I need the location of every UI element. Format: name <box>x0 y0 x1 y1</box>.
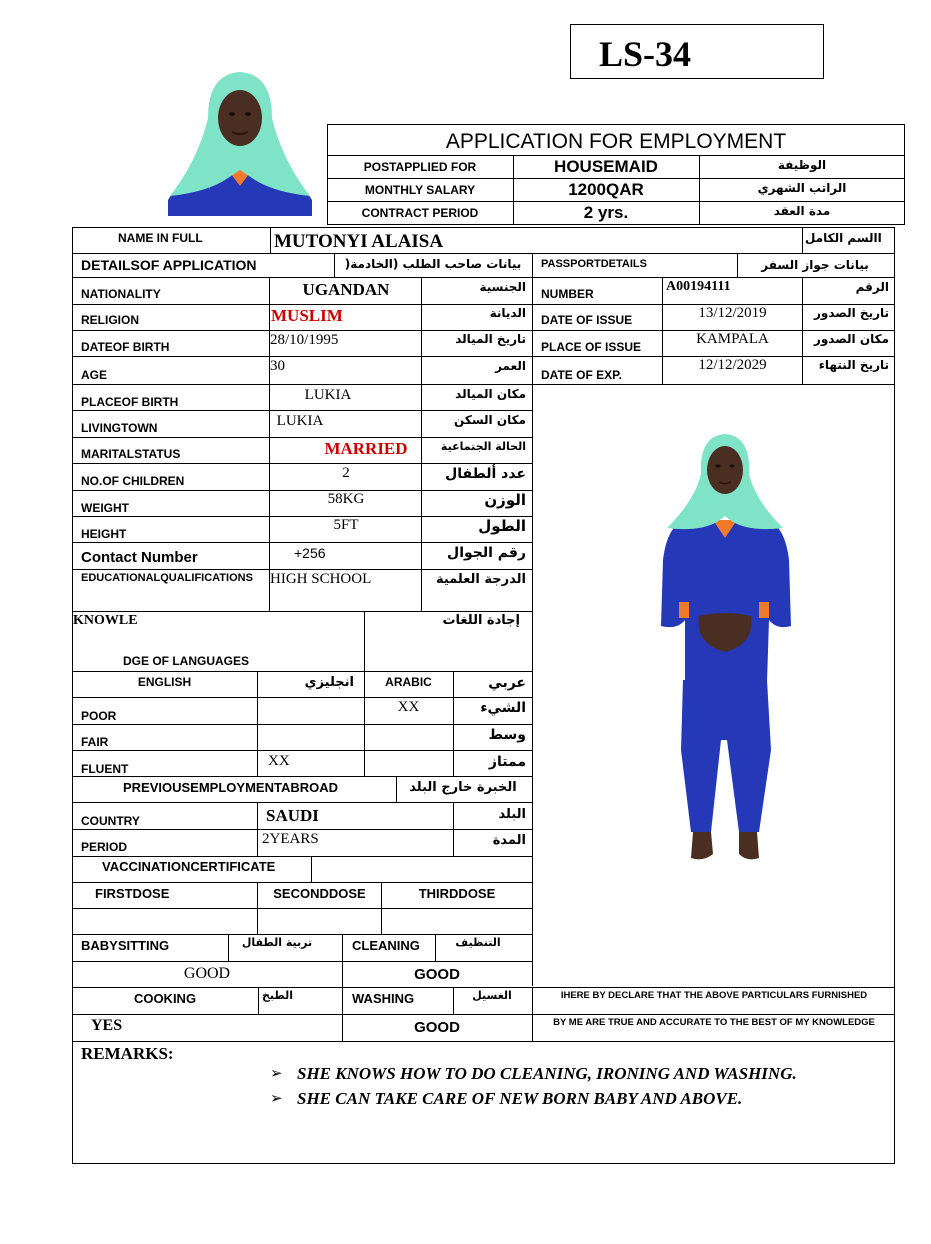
declaration-line-2: BY ME ARE TRUE AND ACCURATE TO THE BEST OF MY KNOWLEDGE <box>553 1017 875 1028</box>
remark-item-2: SHE CAN TAKE CARE OF NEW BORN BABY AND ABOVE. <box>297 1089 743 1108</box>
languages-label-part2: DGE OF LANGUAGES <box>123 654 250 668</box>
reference-code: LS-34 <box>599 34 692 74</box>
fluent-english: XX <box>268 753 290 769</box>
country-label: COUNTRY <box>81 814 140 828</box>
vaccination-label: VACCINATIONCERTIFICATE <box>102 859 276 874</box>
portrait-photo <box>168 70 312 216</box>
contract-label: CONTRACT PERIOD <box>361 206 479 220</box>
post-applied-value: HOUSEMAID <box>554 157 658 176</box>
marital-label: MARITALSTATUS <box>81 447 181 461</box>
birthplace-label: PLACEOF BIRTH <box>81 395 179 409</box>
declaration-line-1: IHERE BY DECLARE THAT THE ABOVE PARTICULARS FURNISHED <box>560 990 868 1001</box>
issue-date-label: DATE OF ISSUE <box>541 313 633 327</box>
children-arabic: عدد ألطفال <box>445 466 526 482</box>
birthplace-value: LUKIA <box>304 387 352 403</box>
weight-label: WEIGHT <box>81 501 129 515</box>
name-value: MUTONYI ALAISA <box>274 231 444 252</box>
fluent-label: FLUENT <box>81 762 129 776</box>
name-arabic: االسم الكامل <box>805 231 882 245</box>
issue-place-value: KAMPALA <box>696 331 769 347</box>
religion-arabic: الديانة <box>489 306 526 320</box>
age-arabic: العمر <box>495 359 526 373</box>
country-value: SAUDI <box>266 806 319 825</box>
height-arabic: الطول <box>478 517 526 535</box>
nationality-arabic: الجنسية <box>479 280 526 294</box>
name-label: NAME IN FULL <box>118 231 203 245</box>
height-label: HEIGHT <box>81 527 127 541</box>
details-label: DETAILSOF APPLICATION <box>81 257 257 273</box>
remarks-bullet-2: ➢ <box>270 1090 283 1107</box>
post-applied-label: POSTAPPLIED FOR <box>363 160 477 174</box>
weight-value: 58KG <box>327 491 365 507</box>
prev-employment-label: PREVIOUSEMPLOYMENTABROAD <box>123 780 338 795</box>
contract-arabic: مدة العقد <box>773 204 831 218</box>
passport-details-label: PASSPORTDETAILS <box>541 258 647 270</box>
prev-employment-arabic: الخبرة خارج البلد <box>409 780 517 795</box>
post-applied-arabic: الوظيفة <box>777 158 827 172</box>
fair-label: FAIR <box>81 735 109 749</box>
washing-label: WASHING <box>352 991 415 1006</box>
cooking-label: COOKING <box>133 991 197 1006</box>
contact-value: +256 <box>294 545 326 561</box>
dob-label: DATEOF BIRTH <box>81 340 170 354</box>
babysitting-label: BABYSITTING <box>81 938 170 953</box>
weight-arabic: الوزن <box>484 491 526 509</box>
form-title: APPLICATION FOR EMPLOYMENT <box>445 130 787 153</box>
remarks-label: REMARKS: <box>81 1044 174 1063</box>
nationality-label: NATIONALITY <box>81 287 161 301</box>
english-label: ENGLISH <box>137 675 192 689</box>
babysitting-value: GOOD <box>183 965 231 982</box>
livingtown-arabic: مكان السكن <box>454 413 526 427</box>
languages-label-part1: KNOWLE <box>73 613 138 628</box>
issue-date-value: 13/12/2019 <box>698 305 767 321</box>
fair-arabic: وسط <box>488 727 526 743</box>
first-dose-label: FIRSTDOSE <box>95 886 170 901</box>
cooking-value: YES <box>91 1017 123 1034</box>
cooking-arabic: الطبخ <box>262 989 294 1002</box>
expiry-arabic: تاريخ النتهاء <box>818 358 889 372</box>
remark-item-1: SHE KNOWS HOW TO DO CLEANING, IRONING AND WASHING. <box>297 1064 797 1083</box>
remarks-bullet-1: ➢ <box>270 1065 283 1082</box>
age-label: AGE <box>81 368 108 382</box>
children-value: 2 <box>342 465 350 481</box>
passport-details-arabic: بيانات جواز السفر <box>761 258 869 272</box>
issue-place-label: PLACE OF ISSUE <box>541 340 642 354</box>
fluent-arabic: ممتاز <box>488 754 526 770</box>
education-arabic: الدرجة العلمية <box>436 572 526 587</box>
livingtown-value: LUKIA <box>276 413 324 429</box>
period-label: PERIOD <box>81 840 128 854</box>
salary-arabic: الراتب الشهري <box>757 181 847 195</box>
children-label: NO.OF CHILDREN <box>81 474 185 488</box>
cleaning-value: GOOD <box>414 966 460 983</box>
full-body-photo <box>655 430 795 864</box>
birthplace-arabic: مكان الميالد <box>455 387 526 401</box>
washing-value: GOOD <box>414 1019 460 1036</box>
religion-label: RELIGION <box>81 313 140 327</box>
poor-arabic-mark: XX <box>397 699 420 715</box>
arabic-arabic: عربي <box>488 675 526 691</box>
religion-value: MUSLIM <box>271 306 343 325</box>
details-arabic: بيانات صاحب الطلب (الخادمة( <box>344 257 522 271</box>
education-value: HIGH SCHOOL <box>270 571 372 587</box>
poor-arabic: الشيء <box>480 700 526 716</box>
salary-value: 1200QAR <box>568 180 644 199</box>
passport-number-arabic: الرقم <box>855 280 889 294</box>
issue-date-arabic: تاريخ الصدور <box>814 306 889 320</box>
height-value: 5FT <box>333 517 359 533</box>
passport-number-value: A00194111 <box>666 279 731 294</box>
period-value: 2YEARS <box>262 831 319 847</box>
issue-place-arabic: مكان الصدور <box>813 332 889 346</box>
contract-value: 2 yrs. <box>583 203 629 222</box>
third-dose-label: THIRDDOSE <box>418 886 496 901</box>
age-value: 30 <box>270 358 285 374</box>
country-arabic: البلد <box>498 807 526 822</box>
arabic-label: ARABIC <box>385 675 432 689</box>
babysitting-arabic: تربية الطفال <box>241 936 313 949</box>
second-dose-label: SECONDDOSE <box>273 886 366 901</box>
livingtown-label: LIVINGTOWN <box>81 421 158 435</box>
languages-arabic: إجادة اللغات <box>442 613 520 628</box>
dob-arabic: تاريخ الميالد <box>455 332 526 346</box>
expiry-label: DATE OF EXP. <box>541 368 622 382</box>
washing-arabic: الغسيل <box>472 989 512 1002</box>
contact-label: Contact Number <box>81 549 198 566</box>
cleaning-label: CLEANING <box>352 938 420 953</box>
marital-value: MARRIED <box>324 439 408 458</box>
salary-label: MONTHLY SALARY <box>364 183 476 197</box>
education-label: EDUCATIONALQUALIFICATIONS <box>81 572 253 584</box>
expiry-value: 12/12/2029 <box>698 357 767 373</box>
passport-number-label: NUMBER <box>541 287 594 301</box>
marital-arabic: الحالة الجتماعية <box>440 440 526 453</box>
nationality-value: UGANDAN <box>302 280 390 299</box>
dob-value: 28/10/1995 <box>270 332 339 348</box>
poor-label: POOR <box>81 709 117 723</box>
contact-arabic: رقم الجوال <box>447 545 526 561</box>
english-arabic: انجليزي <box>304 675 354 690</box>
period-arabic: المدة <box>492 833 526 848</box>
cleaning-arabic: التنظيف <box>455 936 501 949</box>
